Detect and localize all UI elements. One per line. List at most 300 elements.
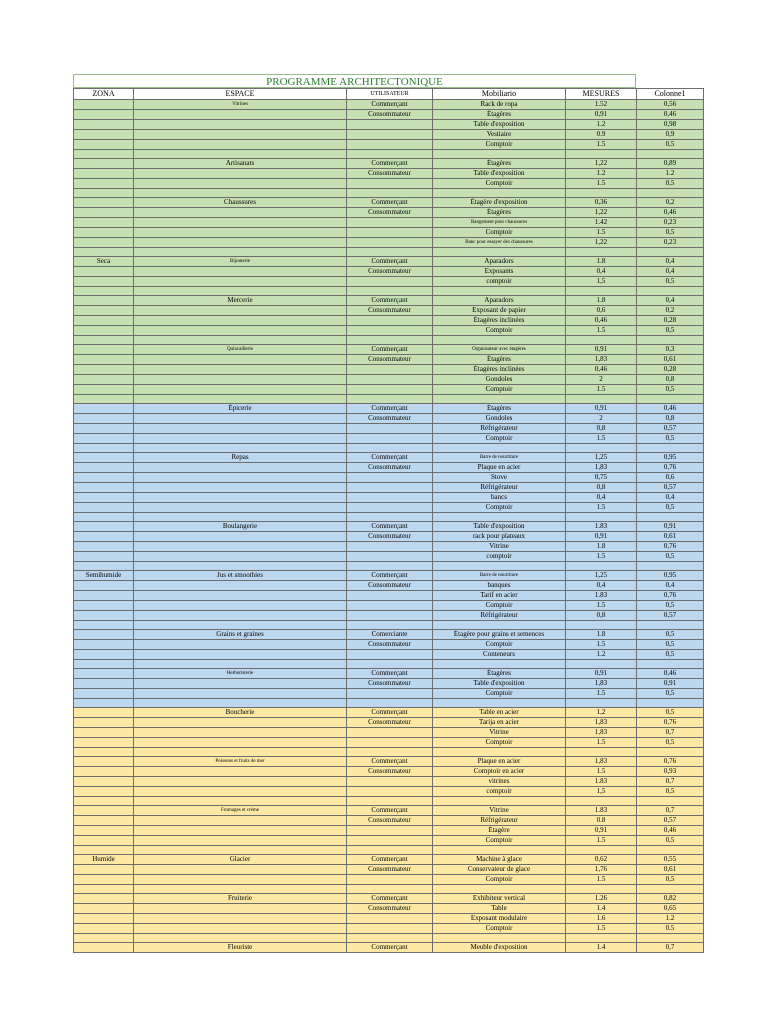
cell-mesures: 1.5: [566, 503, 637, 513]
cell-espace: [134, 130, 347, 140]
cell-utilisateur: Commerçant: [347, 757, 433, 767]
cell-mesures: 0,91: [566, 826, 637, 836]
cell-zona: [74, 846, 134, 855]
table-row: [74, 198, 704, 208]
cell-espace: [134, 228, 347, 238]
cell-utilisateur: Consommateur: [347, 208, 433, 218]
cell-utilisateur: [347, 228, 433, 238]
cell-espace: [134, 336, 347, 345]
cell-utilisateur: Consommateur: [347, 679, 433, 689]
cell-espace: Quincaillerie: [134, 345, 347, 355]
table-row: [74, 630, 704, 640]
cell-colonne1: 0,23: [637, 238, 704, 248]
cell-colonne1: [637, 336, 704, 345]
cell-colonne1: 1.2: [637, 169, 704, 179]
cell-mesures: 0,75: [566, 473, 637, 483]
cell-mobiliario: Exposant de papier: [433, 306, 566, 316]
cell-colonne1: [637, 248, 704, 257]
cell-espace: [134, 660, 347, 669]
cell-mesures: 1.5: [566, 228, 637, 238]
cell-utilisateur: [347, 836, 433, 846]
cell-espace: [134, 169, 347, 179]
cell-mobiliario: Réfrigérateur: [433, 424, 566, 434]
cell-colonne1: 0,65: [637, 904, 704, 914]
cell-mesures: 1.2: [566, 650, 637, 660]
cell-zona: [74, 611, 134, 621]
table-row: [74, 934, 704, 943]
cell-zona: [74, 395, 134, 404]
cell-mesures: 1.8: [566, 630, 637, 640]
cell-zona: [74, 934, 134, 943]
cell-colonne1: 0,8: [637, 414, 704, 424]
cell-espace: [134, 463, 347, 473]
cell-mobiliario: Comptoir: [433, 875, 566, 885]
cell-zona: [74, 248, 134, 257]
cell-zona: [74, 277, 134, 287]
cell-colonne1: 0,5: [637, 140, 704, 150]
table-row: [74, 110, 704, 120]
cell-mesures: 1,22: [566, 208, 637, 218]
cell-zona: [74, 679, 134, 689]
table-row: [74, 287, 704, 296]
cell-colonne1: 0,46: [637, 208, 704, 218]
cell-utilisateur: Consommateur: [347, 414, 433, 424]
cell-utilisateur: [347, 493, 433, 503]
cell-mobiliario: Étagère pour grains et semences: [433, 630, 566, 640]
table-row: [74, 846, 704, 855]
cell-utilisateur: [347, 689, 433, 699]
cell-colonne1: 0,57: [637, 483, 704, 493]
cell-espace: [134, 611, 347, 621]
cell-espace: Épicerie: [134, 404, 347, 414]
cell-mesures: 1,83: [566, 757, 637, 767]
cell-utilisateur: [347, 542, 433, 552]
cell-mobiliario: Comptoir: [433, 434, 566, 444]
table-row: [74, 513, 704, 522]
table-row: [74, 914, 704, 924]
cell-utilisateur: Consommateur: [347, 865, 433, 875]
cell-utilisateur: [347, 611, 433, 621]
cell-mesures: 0,6: [566, 306, 637, 316]
cell-espace: Boulangerie: [134, 522, 347, 532]
cell-utilisateur: Commerçant: [347, 522, 433, 532]
cell-zona: [74, 943, 134, 953]
cell-zona: [74, 110, 134, 120]
cell-mobiliario: Étagère: [433, 826, 566, 836]
cell-zona: [74, 748, 134, 757]
cell-zona: [74, 591, 134, 601]
cell-espace: [134, 728, 347, 738]
cell-colonne1: 0,82: [637, 894, 704, 904]
cell-espace: [134, 699, 347, 708]
cell-mobiliario: [433, 934, 566, 943]
cell-mobiliario: Table d'exposition: [433, 169, 566, 179]
cell-mesures: 0,91: [566, 345, 637, 355]
cell-utilisateur: Consommateur: [347, 532, 433, 542]
cell-mobiliario: Conteneurs: [433, 650, 566, 660]
cell-mesures: 0.9: [566, 130, 637, 140]
cell-utilisateur: Consommateur: [347, 463, 433, 473]
table-row: [74, 885, 704, 894]
cell-colonne1: 0.5: [637, 924, 704, 934]
cell-mobiliario: [433, 846, 566, 855]
cell-mobiliario: Étagères: [433, 208, 566, 218]
cell-utilisateur: Consommateur: [347, 904, 433, 914]
cell-utilisateur: Commerçant: [347, 257, 433, 267]
cell-utilisateur: [347, 287, 433, 296]
table-row: [74, 189, 704, 198]
cell-utilisateur: Commerçant: [347, 894, 433, 904]
cell-colonne1: 0,95: [637, 453, 704, 463]
cell-colonne1: 0,76: [637, 591, 704, 601]
cell-mobiliario: Table d'exposition: [433, 120, 566, 130]
table-row: [74, 855, 704, 865]
cell-zona: [74, 650, 134, 660]
cell-zona: [74, 718, 134, 728]
cell-espace: [134, 904, 347, 914]
cell-utilisateur: Consommateur: [347, 355, 433, 365]
cell-zona: [74, 503, 134, 513]
cell-utilisateur: Commerçant: [347, 571, 433, 581]
cell-colonne1: 0,6: [637, 473, 704, 483]
cell-espace: Jus et smoothies: [134, 571, 347, 581]
cell-utilisateur: [347, 326, 433, 336]
header-utilisateur: UTILISATEUR: [347, 89, 433, 100]
table-row: [74, 621, 704, 630]
cell-mobiliario: Plaque en acier: [433, 463, 566, 473]
cell-colonne1: 0,5: [637, 640, 704, 650]
cell-espace: [134, 581, 347, 591]
cell-zona: [74, 316, 134, 326]
cell-colonne1: [637, 287, 704, 296]
cell-mobiliario: [433, 248, 566, 257]
cell-colonne1: 0,9: [637, 130, 704, 140]
table-row: [74, 738, 704, 748]
cell-mesures: 1.4: [566, 904, 637, 914]
cell-colonne1: [637, 797, 704, 806]
cell-utilisateur: Commerçant: [347, 159, 433, 169]
cell-utilisateur: [347, 375, 433, 385]
cell-espace: [134, 385, 347, 395]
cell-mesures: 1.5: [566, 640, 637, 650]
cell-colonne1: 0,46: [637, 669, 704, 679]
cell-espace: [134, 355, 347, 365]
table-row: [74, 316, 704, 326]
cell-zona: [74, 728, 134, 738]
table-row: [74, 444, 704, 453]
cell-zona: [74, 179, 134, 189]
table-row: [74, 248, 704, 257]
cell-colonne1: 0,5: [637, 277, 704, 287]
cell-zona: [74, 483, 134, 493]
table-row: [74, 601, 704, 611]
cell-utilisateur: [347, 621, 433, 630]
cell-utilisateur: Consommateur: [347, 581, 433, 591]
cell-mobiliario: [433, 699, 566, 708]
cell-mobiliario: comptoir: [433, 552, 566, 562]
cell-zona: [74, 894, 134, 904]
cell-espace: [134, 248, 347, 257]
cell-zona: [74, 757, 134, 767]
cell-espace: [134, 365, 347, 375]
cell-utilisateur: Consommateur: [347, 816, 433, 826]
cell-utilisateur: [347, 179, 433, 189]
cell-espace: [134, 493, 347, 503]
table-row: [74, 924, 704, 934]
cell-utilisateur: [347, 150, 433, 159]
cell-mesures: 1,83: [566, 463, 637, 473]
cell-mesures: 1.2: [566, 169, 637, 179]
cell-zona: [74, 924, 134, 934]
cell-espace: [134, 767, 347, 777]
cell-espace: [134, 483, 347, 493]
cell-mesures: 2: [566, 414, 637, 424]
cell-mobiliario: Comptoir: [433, 738, 566, 748]
cell-mesures: 0,4: [566, 493, 637, 503]
cell-utilisateur: [347, 748, 433, 757]
cell-espace: [134, 601, 347, 611]
cell-utilisateur: Commerçant: [347, 453, 433, 463]
cell-espace: [134, 621, 347, 630]
cell-zona: [74, 140, 134, 150]
cell-zona: [74, 875, 134, 885]
cell-espace: [134, 287, 347, 296]
cell-mobiliario: Étagères: [433, 159, 566, 169]
cell-espace: [134, 503, 347, 513]
table-row: [74, 404, 704, 414]
table-row: [74, 355, 704, 365]
cell-colonne1: [637, 846, 704, 855]
cell-mobiliario: [433, 885, 566, 894]
cell-utilisateur: [347, 473, 433, 483]
cell-mobiliario: Organisateur avec étagères: [433, 345, 566, 355]
cell-utilisateur: [347, 875, 433, 885]
cell-zona: [74, 885, 134, 894]
cell-mesures: 0,8: [566, 424, 637, 434]
table-row: [74, 414, 704, 424]
cell-mesures: 1,22: [566, 159, 637, 169]
table-row: [74, 345, 704, 355]
table-row: [74, 660, 704, 669]
cell-utilisateur: Consommateur: [347, 640, 433, 650]
cell-colonne1: 0,5: [637, 836, 704, 846]
header-colonne1: Colonne1: [637, 89, 704, 100]
cell-utilisateur: [347, 914, 433, 924]
cell-zona: [74, 522, 134, 532]
cell-espace: [134, 816, 347, 826]
cell-mesures: 0,91: [566, 669, 637, 679]
cell-colonne1: 0,57: [637, 816, 704, 826]
cell-espace: [134, 777, 347, 787]
cell-utilisateur: Commerçant: [347, 943, 433, 953]
cell-zona: [74, 404, 134, 414]
table-row: [74, 826, 704, 836]
cell-colonne1: 0,93: [637, 767, 704, 777]
cell-colonne1: 0,23: [637, 218, 704, 228]
cell-utilisateur: [347, 797, 433, 806]
cell-utilisateur: [347, 424, 433, 434]
cell-colonne1: 0,4: [637, 296, 704, 306]
cell-mesures: [566, 395, 637, 404]
cell-mesures: 1,83: [566, 728, 637, 738]
cell-mobiliario: Vitrine: [433, 542, 566, 552]
cell-zona: [74, 630, 134, 640]
cell-zona: [74, 345, 134, 355]
cell-mesures: 0,8: [566, 483, 637, 493]
cell-zona: [74, 513, 134, 522]
cell-colonne1: 0,5: [637, 738, 704, 748]
cell-mobiliario: [433, 748, 566, 757]
cell-mobiliario: Comptoir: [433, 385, 566, 395]
cell-zona: [74, 493, 134, 503]
cell-utilisateur: [347, 562, 433, 571]
cell-espace: [134, 414, 347, 424]
cell-espace: [134, 513, 347, 522]
cell-colonne1: 0,5: [637, 503, 704, 513]
table-row: [74, 228, 704, 238]
cell-mesures: 1.5: [566, 326, 637, 336]
cell-colonne1: [637, 885, 704, 894]
cell-zona: [74, 159, 134, 169]
cell-mobiliario: Comptoir: [433, 140, 566, 150]
cell-mobiliario: Aparadors: [433, 257, 566, 267]
cell-mesures: [566, 562, 637, 571]
cell-mobiliario: rack pour plateaux: [433, 532, 566, 542]
cell-colonne1: 0,76: [637, 718, 704, 728]
cell-espace: [134, 316, 347, 326]
cell-zona: [74, 267, 134, 277]
cell-utilisateur: Consommateur: [347, 267, 433, 277]
cell-mobiliario: Vitrine: [433, 806, 566, 816]
table-row: [74, 100, 704, 110]
table-row: [74, 120, 704, 130]
cell-colonne1: [637, 444, 704, 453]
cell-mobiliario: Réfrigérateur: [433, 611, 566, 621]
cell-zona: [74, 738, 134, 748]
cell-espace: [134, 875, 347, 885]
cell-espace: [134, 787, 347, 797]
table-row: [74, 140, 704, 150]
cell-espace: [134, 865, 347, 875]
table-row: [74, 591, 704, 601]
table-row: [74, 581, 704, 591]
cell-mesures: 1,83: [566, 355, 637, 365]
table-row: [74, 169, 704, 179]
cell-espace: [134, 542, 347, 552]
table-row: [74, 718, 704, 728]
cell-mobiliario: Rangement pour chaussures: [433, 218, 566, 228]
cell-espace: [134, 914, 347, 924]
cell-espace: [134, 434, 347, 444]
cell-mesures: 1.5: [566, 875, 637, 885]
cell-colonne1: 0,46: [637, 826, 704, 836]
cell-mesures: [566, 621, 637, 630]
cell-mesures: 0,46: [566, 365, 637, 375]
cell-espace: Glacier: [134, 855, 347, 865]
cell-zona: [74, 434, 134, 444]
cell-zona: [74, 208, 134, 218]
cell-colonne1: [637, 699, 704, 708]
cell-espace: [134, 826, 347, 836]
cell-mobiliario: [433, 395, 566, 404]
cell-utilisateur: Consommateur: [347, 169, 433, 179]
cell-utilisateur: [347, 934, 433, 943]
table-row: [74, 542, 704, 552]
cell-zona: [74, 198, 134, 208]
cell-mesures: 1.5: [566, 552, 637, 562]
cell-utilisateur: [347, 248, 433, 257]
cell-espace: [134, 277, 347, 287]
cell-mesures: [566, 797, 637, 806]
cell-mesures: [566, 287, 637, 296]
table-row: [74, 904, 704, 914]
cell-mesures: [566, 336, 637, 345]
cell-mobiliario: Réfrigérateur: [433, 483, 566, 493]
cell-mesures: 0,4: [566, 581, 637, 591]
cell-espace: [134, 120, 347, 130]
table-row: [74, 424, 704, 434]
cell-mobiliario: Conservateur de glace: [433, 865, 566, 875]
cell-mesures: 1,83: [566, 679, 637, 689]
cell-mesures: [566, 444, 637, 453]
table-row: [74, 453, 704, 463]
cell-espace: Chaussures: [134, 198, 347, 208]
cell-zona: [74, 532, 134, 542]
cell-utilisateur: [347, 591, 433, 601]
cell-colonne1: [637, 934, 704, 943]
cell-utilisateur: [347, 777, 433, 787]
cell-espace: [134, 238, 347, 248]
cell-colonne1: 0,57: [637, 611, 704, 621]
table-row: [74, 571, 704, 581]
cell-mesures: 1.5: [566, 689, 637, 699]
cell-colonne1: [637, 621, 704, 630]
cell-zona: [74, 473, 134, 483]
cell-mobiliario: Banc pour essayer des chaussures: [433, 238, 566, 248]
table-row: [74, 640, 704, 650]
cell-espace: Fleuriste: [134, 943, 347, 953]
table-row: [74, 257, 704, 267]
cell-colonne1: [637, 562, 704, 571]
cell-mobiliario: vitrines: [433, 777, 566, 787]
cell-espace: [134, 208, 347, 218]
cell-colonne1: [637, 748, 704, 757]
cell-mesures: 1.6: [566, 914, 637, 924]
cell-zona: [74, 218, 134, 228]
cell-mesures: [566, 748, 637, 757]
cell-utilisateur: [347, 728, 433, 738]
table-row: [74, 836, 704, 846]
program-table: [73, 88, 704, 953]
cell-espace: [134, 424, 347, 434]
cell-utilisateur: [347, 924, 433, 934]
cell-colonne1: 0,5: [637, 689, 704, 699]
cell-espace: [134, 718, 347, 728]
cell-colonne1: 0,61: [637, 865, 704, 875]
cell-utilisateur: [347, 738, 433, 748]
cell-zona: [74, 287, 134, 296]
cell-utilisateur: Commerçant: [347, 345, 433, 355]
cell-colonne1: 0,56: [637, 100, 704, 110]
cell-utilisateur: Consommateur: [347, 110, 433, 120]
cell-espace: [134, 189, 347, 198]
cell-mesures: 0,62: [566, 855, 637, 865]
cell-colonne1: 0,28: [637, 365, 704, 375]
table-row: [74, 385, 704, 395]
table-row: [74, 375, 704, 385]
cell-mobiliario: [433, 189, 566, 198]
cell-colonne1: 0,5: [637, 552, 704, 562]
